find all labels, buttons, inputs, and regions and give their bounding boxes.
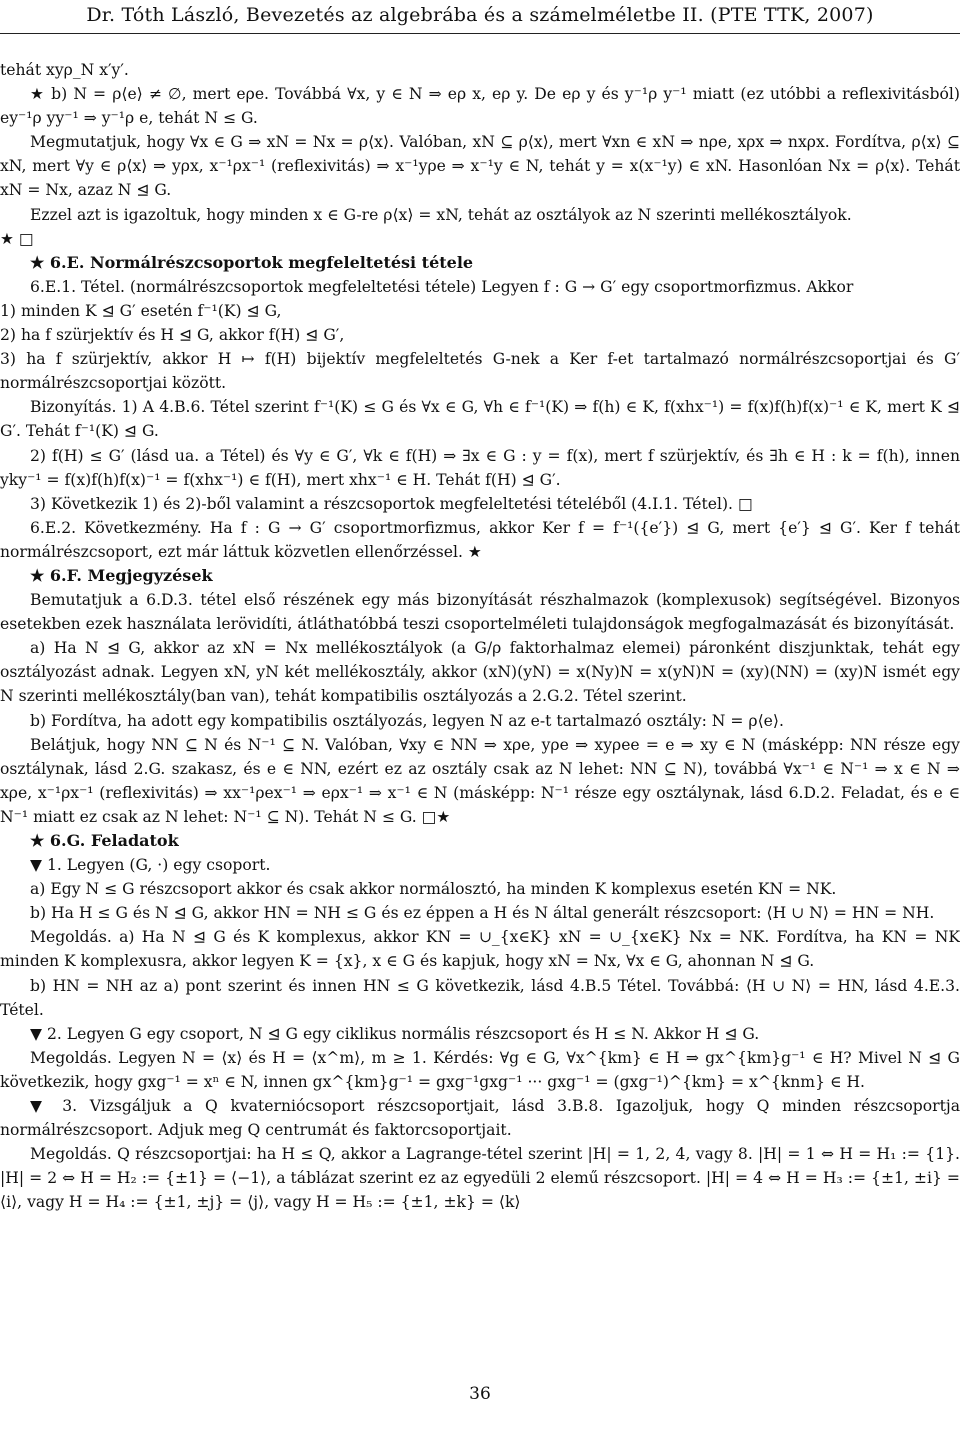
end-of-proof-mark: ★ □ xyxy=(0,229,34,248)
proof-part-1: Bizonyítás. 1) A 4.B.6. Tétel szerint f⁻¹(K) ≤ G és ∀x ∈ G, ∀h ∈ f⁻¹(K) ⇒ f(h) ∈ K, f(xhx⁻¹) = f(x)f(h)f(x)⁻¹ ∈ K, mert K ⊴ G′. Tehát f⁻¹(K) ⊴ G. xyxy=(0,398,960,441)
exercise-1b: b) Ha H ≤ G és N ⊴ G, akkor HN = NH ≤ G és ez éppen a H és N által generált részcsoport: ⟨H ∪ N⟩ = HN = NH. xyxy=(30,904,935,923)
proof-part-3: 3) Következik 1) és 2)-ből valamint a részcsoportok megfeleltetési tételéből (4.I.1. Tétel). □ xyxy=(30,494,753,513)
remark-a: a) Ha N ⊴ G, akkor az xN = Nx mellékosztályok (a G/ρ faktorhalmaz elemei) páronként diszjunktak, tehát egy osztályozást adnak. Legyen xN, yN két mellékosztály, akkor (xN)(yN) = x(Ny)N = x(yN)N = (xy)(NN) = (xy)N ismét egy N szerinti mellékosztály(ban van), tehát kompatibilis osztályozás a 2.G.2. Tétel szerint. xyxy=(0,639,960,706)
theorem-6e1: 6.E.1. Tétel. (normálrészcsoportok megfeleltetési tétele) Legyen f : G → G′ egy csoportmorfizmus. Akkor 1) minden K ⊴ G′ esetén f⁻¹(K) ⊴ G, 2) ha f szürjektív és H ⊴ G, akkor f(H) ⊴ G′, 3) ha f szürjektív, akkor H ↦ f(H) bijektív megfeleltetés G-nek a Ker f-et tartalmazó normálrészcsoportjai és G′ normálrészcsoportjai között. xyxy=(0,277,960,393)
remark-belatjuk: Belátjuk, hogy NN ⊆ N és N⁻¹ ⊆ N. Valóban, ∀xy ∈ NN ⇒ xρe, yρe ⇒ xyρee = e ⇒ xy ∈ N (másképp: NN része egy osztálynak, lásd 2.G. szakasz, és e ∈ NN, ezért ez az osztály csak az N lehet: NN ⊆ N), továbbá ∀x⁻¹ ∈ N⁻¹ ⇒ x ∈ N ⇒ xρe, x⁻¹ρx⁻¹ (reflexivitás) ⇒ xx⁻¹ρex⁻¹ ⇒ eρx⁻¹ ⇒ x⁻¹ ∈ N (másképp: N⁻¹ része egy osztálynak, lásd 6.D.2. Feladat, és e ∈ N⁻¹ miatt ez csak az N lehet: N⁻¹ ⊆ N). Tehát N ≤ G. □★ xyxy=(0,735,960,826)
solution-3: Megoldás. Q részcsoportjai: ha H ≤ Q, akkor a Lagrange-tétel szerint |H| = 1, 2, 4, vagy 8. |H| = 1 ⇔ H = H₁ := {1}. |H| = 2 ⇔ H = H₂ := {±1} = ⟨−1⟩, a táblázat szerint ez az egyedüli 2 elemű részcsoport. |H| = 4 ⇔ H = H₃ := {±1, ±i} = ⟨i⟩, vagy H = H₄ := {±1, ±j} = ⟨j⟩, vagy H = H₅ := {±1, ±k} = ⟨k⟩ xyxy=(0,1145,960,1212)
section-heading-6f: ★ 6.F. Megjegyzések xyxy=(30,565,213,585)
exercise-1: ▼ 1. Legyen (G, ·) egy csoport. xyxy=(30,856,271,875)
exercise-1a: a) Egy N ≤ G részcsoport akkor és csak akkor normálosztó, ha minden K komplexus esetén KN = NK. xyxy=(30,880,837,899)
header-rule xyxy=(0,33,960,34)
paragraph-ezzel: Ezzel azt is igazoltuk, hogy minden x ∈ G-re ρ⟨x⟩ = xN, tehát az osztályok az N szerinti mellékosztályok. xyxy=(30,205,852,224)
section-heading-6g: ★ 6.G. Feladatok xyxy=(30,831,179,850)
proof-part-2: 2) f(H) ≤ G′ (lásd ua. a Tétel) és ∀y ∈ G′, ∀k ∈ f(H) ⇒ ∃x ∈ G : y = f(x), mert f szürjektív, és ∃h ∈ H : k = f(h), innen yky⁻¹ = f(x)f(h)f(x)⁻¹ = f(xhx⁻¹) ∈ f(H), mert xhx⁻¹ ∈ H. Tehát f(H) ⊴ G′. xyxy=(0,446,960,489)
paragraph-tehat: tehát xyρ_N x′y′. xyxy=(0,61,129,79)
remark-b: b) Fordítva, ha adott egy kompatibilis osztályozás, legyen N az e-t tartalmazó osztály: N = ρ⟨e⟩. xyxy=(30,711,784,730)
page-content xyxy=(0,58,960,1376)
paragraph-megmutatjuk: Megmutatjuk, hogy ∀x ∈ G ⇒ xN = Nx = ρ⟨x⟩. Valóban, xN ⊆ ρ⟨x⟩, mert ∀xn ∈ xN ⇒ nρe, xρx ⇒ nxρx. Fordítva, ρ⟨x⟩ ⊆ xN, mert ∀y ∈ ρ⟨x⟩ ⇒ yρx, x⁻¹ρx⁻¹ (reflexivitás) ⇒ x⁻¹yρe ⇒ x⁻¹y ∈ N, tehát y = x(x⁻¹y) ∈ xN. Hasonlóan Nx = ρ⟨x⟩. Tehát xN = Nx, azaz N ⊴ G. xyxy=(0,133,960,200)
section-heading-6e: ★ 6.E. Normálrészcsoportok megfeleltetési tétele xyxy=(30,252,474,272)
paragraph-b-part: ★ b) N = ρ⟨e⟩ ≠ ∅, mert eρe. Továbbá ∀x, y ∈ N ⇒ eρ x, eρ y. De eρ y és y⁻¹ρ y⁻¹ miatt (ez utóbbi a reflexivitásból) ey⁻¹ρ yy⁻¹ ⇒ y⁻¹ρ e, tehát N ≤ G. xyxy=(0,85,960,128)
solution-1b: b) HN = NH az a) pont szerint és innen HN ≤ G következik, lásd 4.B.5 Tétel. Továbbá: ⟨H ∪ N⟩ = HN, lásd 4.E.3. Tétel. xyxy=(0,976,960,1019)
page-number: 36 xyxy=(469,1384,491,1404)
solution-2: Megoldás. Legyen N = ⟨x⟩ és H = ⟨x^m⟩, m ≥ 1. Kérdés: ∀g ∈ G, ∀x^{km} ∈ H ⇒ gx^{km}g⁻¹ ∈ H? Mivel N ⊴ G következik, hogy gxg⁻¹ = xⁿ ∈ N, innen gx^{km}g⁻¹ = gxg⁻¹gxg⁻¹ ··· gxg⁻¹ = (gxg⁻¹)^{km} = x^{knm} ∈ H. xyxy=(0,1048,960,1091)
running-header: Dr. Tóth László, Bevezetés az algebrába és a számelméletbe II. (PTE TTK, 2007) xyxy=(86,4,874,26)
remarks-intro: Bemutatjuk a 6.D.3. tétel első részének egy más bizonyítását részhalmazok (komplexusok) segítségével. Bizonyos esetekben ezek használata lerövidíti, átláthatóbbá teszi csoportelméleti tulajdonságok megfogalmazását és bizonyítását. xyxy=(0,591,960,634)
solution-1a: Megoldás. a) Ha N ⊴ G és K komplexus, akkor KN = ∪_{x∈K} xN = ∪_{x∈K} Nx = NK. Fordítva, ha KN = NK minden K komplexusra, akkor legyen K = {x}, x ∈ G és kapjuk, hogy xN = Nx, ∀x ∈ G, ahonnan N ⊴ G. xyxy=(0,928,960,971)
corollary-6e2: 6.E.2. Következmény. Ha f : G → G′ csoportmorfizmus, akkor Ker f = f⁻¹({e′}) ⊴ G, mert {e′} ⊴ G′. Ker f tehát normálrészcsoport, ezt már láttuk közvetlen ellenőrzéssel. ★ xyxy=(0,518,960,561)
exercise-2: ▼ 2. Legyen G egy csoport, N ⊴ G egy ciklikus normális részcsoport és H ≤ N. Akkor H ⊴ G. xyxy=(30,1024,760,1043)
exercise-3: ▼ 3. Vizsgáljuk a Q kvaterniócsoport részcsoportjait, lásd 3.B.8. Igazoljuk, hogy Q minden részcsoportja normálrészcsoport. Adjuk meg Q centrumát és faktorcsoportjait. xyxy=(0,1097,960,1140)
